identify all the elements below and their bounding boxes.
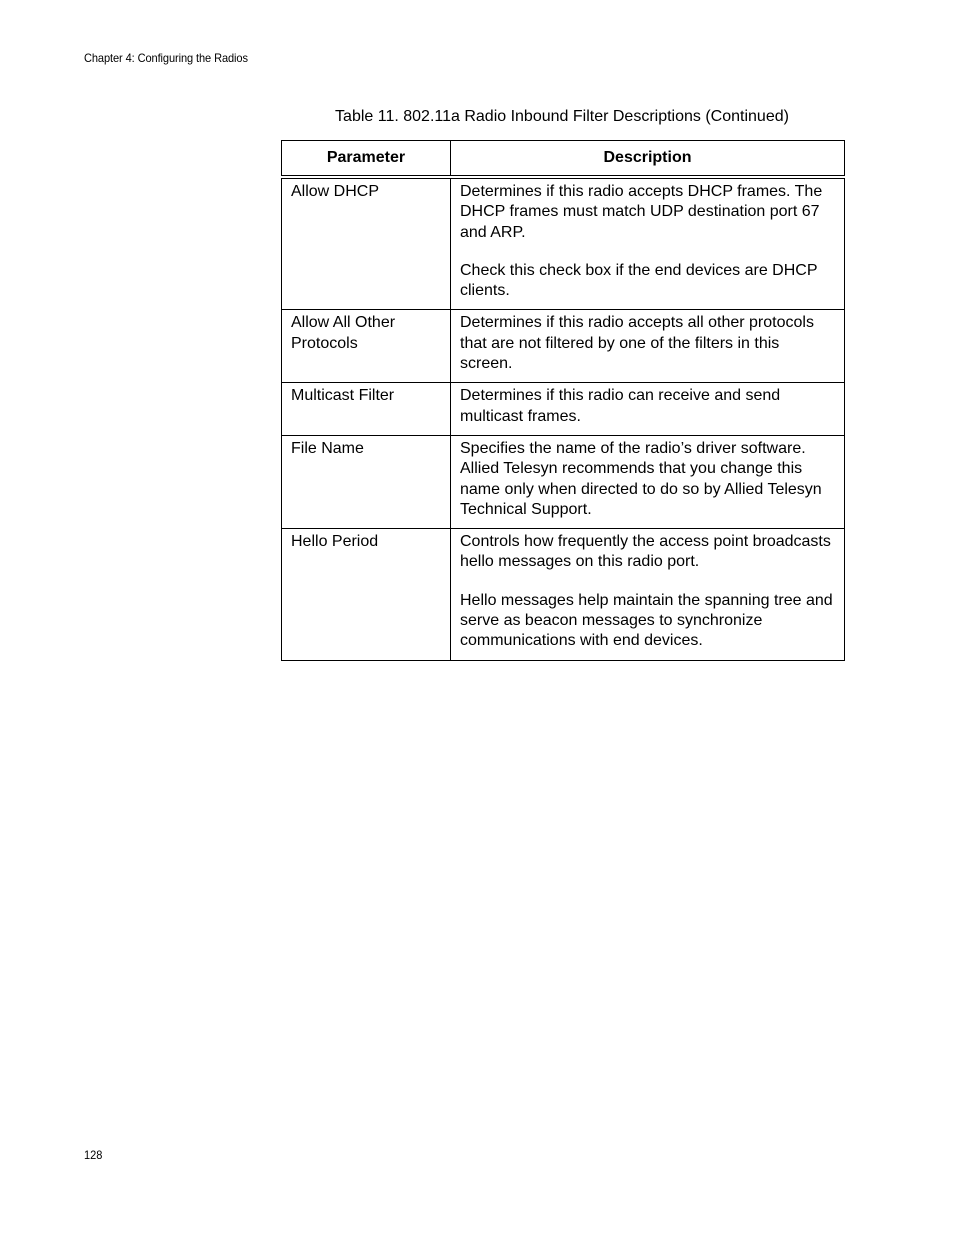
description-cell (451, 383, 845, 436)
description-paragraph: Specifies the name of the radio’s driver software. Allied Telesyn recommends that you change this name only when directed to do so by Allied Telesyn Technical Support. (460, 439, 822, 518)
table-row (282, 529, 845, 660)
description-paragraph: Controls how frequently the access point broadcasts hello messages on this radio port. (460, 533, 831, 571)
table-row (282, 177, 845, 310)
table-row (282, 435, 845, 528)
filter-description-table (281, 140, 845, 661)
description-cell (451, 310, 845, 383)
description-cell (451, 435, 845, 528)
table-row (282, 310, 845, 383)
description-paragraph: Determines if this radio accepts all other protocols that are not filtered by one of the filters in this screen. (460, 314, 814, 373)
column-header-description: Description (451, 141, 845, 178)
table-row (282, 383, 845, 436)
description-paragraph: Hello messages help maintain the spanning tree and serve as beacon messages to synchronize communications with end devices. (460, 591, 833, 650)
description-cell (451, 529, 845, 660)
table-header-row (282, 141, 845, 178)
parameter-cell: Hello Period (282, 529, 451, 660)
parameter-cell: Allow DHCP (282, 177, 451, 310)
column-header-parameter: Parameter (282, 141, 451, 178)
running-header: Chapter 4: Configuring the Radios (84, 51, 248, 65)
parameter-cell: Multicast Filter (282, 383, 451, 436)
description-paragraph: Check this check box if the end devices are DHCP clients. (460, 261, 818, 300)
parameter-cell: Allow All Other Protocols (282, 310, 451, 383)
table-caption: Table 11. 802.11a Radio Inbound Filter Descriptions (Continued) (335, 108, 789, 125)
description-paragraph: Determines if this radio accepts DHCP frames. The DHCP frames must match UDP destination port 67 and ARP. (460, 183, 823, 241)
page-number: 128 (84, 1148, 103, 1162)
description-cell (451, 177, 845, 310)
parameter-cell: File Name (282, 435, 451, 528)
description-paragraph: Determines if this radio can receive and send multicast frames. (460, 387, 781, 425)
